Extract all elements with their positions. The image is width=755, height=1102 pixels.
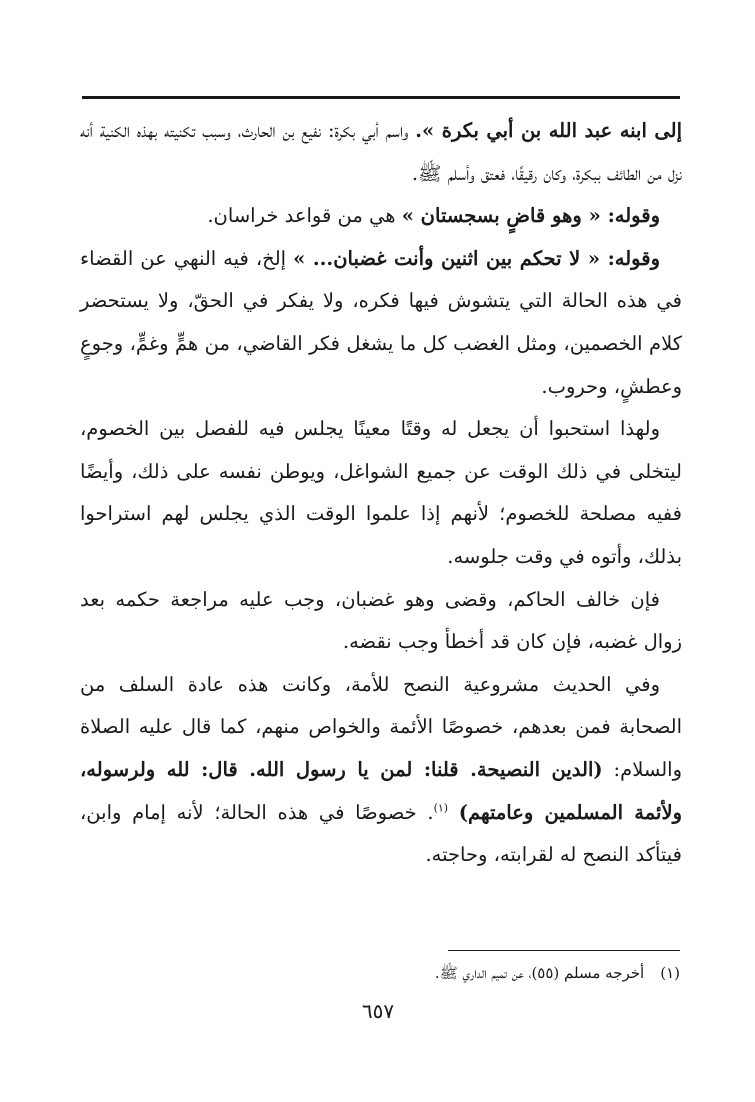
paragraph <box>80 110 682 195</box>
footnote-reference: (١) <box>433 801 449 814</box>
paragraph <box>80 408 682 578</box>
paragraph <box>80 195 682 238</box>
footnote <box>80 958 680 988</box>
text-segment: هي من قواعد خراسان. <box>207 204 402 228</box>
paragraph <box>80 579 682 664</box>
footnote-text: أخرجه مسلم (٥٥)، عن تميم الداري ﷺ. <box>434 964 645 982</box>
bold-text-segment: إلى ابنه عبد الله بن أبي بكرة ». <box>415 119 682 142</box>
text-segment: واسم أبي بكرة: نفيع بن الحارث، وسبب تكنيته بهذه الكنية أنه نزل من الطائف ببكرة، وكان رقيقًا، فعتق وأسلم ﷺ. <box>80 119 682 185</box>
body-text <box>80 110 682 877</box>
text-segment <box>448 801 459 824</box>
bold-text-segment: وقوله: « وهو قاضٍ بسجستان » <box>401 204 660 228</box>
text-segment: فإن خالف الحاكم، وقضى وهو غضبان، وجب عليه مراجعة حكمه بعد زوال غضبه، فإن كان قد أخطأ وجب نقضه. <box>80 587 682 654</box>
header-rule <box>82 96 680 99</box>
paragraph <box>80 238 682 408</box>
page-number: ٦٥٧ <box>361 999 395 1023</box>
paragraph <box>80 664 682 877</box>
bold-text-segment: (الدين النصيحة. قلنا: لمن يا رسول الله. قال: لله ولرسوله، ولأئمة المسلمين وعامتهم) <box>80 757 682 824</box>
text-segment: . خصوصًا في هذه الحالة؛ لأنه إمام وابن، فيتأكد النصح له لقرابته، وحاجته. <box>80 800 682 867</box>
footnote-separator <box>448 950 680 951</box>
footnote-number: (١) <box>660 964 680 982</box>
bold-text-segment: وقوله: « لا تحكم بين اثنين وأنت غضبان... » <box>293 246 660 270</box>
text-segment: وفي الحديث مشروعية النصح للأمة، وكانت هذه عادة السلف من الصحابة فمن بعدهم، خصوصًا الأئمة والخواص منهم، كما قال عليه الصلاة والسلام: <box>80 672 683 781</box>
text-segment: إلخ، فيه النهي عن القضاء في هذه الحالة التي يتشوش فيها فكره، ولا يفكر في الحقّ، ولا يستحضر كلام الخصمين، ومثل الغضب كل ما يشغل فكر القاضي، من همٍّ وغمٍّ، وجوعٍ وعطشٍ، وحروب. <box>80 246 682 398</box>
text-segment: ولهذا استحبوا أن يجعل له وقتًا معينًا يجلس فيه للفصل بين الخصوم، ليتخلى في ذلك الوقت عن جميع الشواغل، ويوطن نفسه على ذلك، وأيضًا ففيه مصلحة للخصوم؛ لأنهم إذا علموا الوقت الذي يجلس لهم استراحوا بذلك، وأتوه في وقت جلوسه. <box>80 417 682 568</box>
